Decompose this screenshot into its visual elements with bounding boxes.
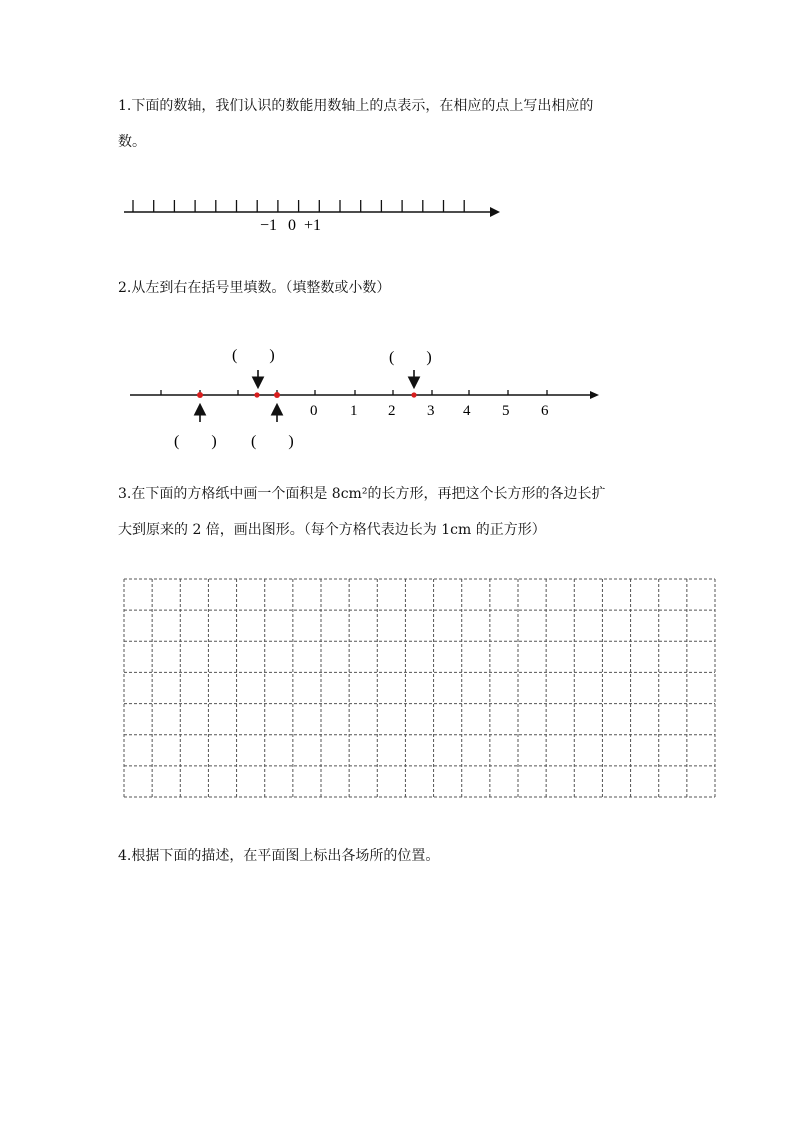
q1-ticks [133,200,464,212]
q2-answer-bracket-b[interactable]: ( ) [232,347,275,364]
q2-point-c [274,392,280,398]
q2-tick-label-3: 3 [427,403,435,419]
q1-label-minus-one: −1 [260,217,278,234]
q1-label-zero: 0 [288,217,296,234]
q1-label-plus-one: +1 [304,217,322,234]
q1-text-line1: 1.下面的数轴，我们认识的数能用数轴上的点表示，在相应的点上写出相应的 [118,98,594,114]
q2-tick-label-0: 0 [310,403,318,419]
q2-point-d [411,392,416,397]
q2-point-a [197,392,203,398]
q3-text-line2: 大到原来的 2 倍，画出图形。（每个方格代表边长为 1cm 的正方形） [118,522,546,538]
q1-text-line2: 数。 [118,134,146,150]
q1-number-line [124,200,500,234]
q2-tick-label-5: 5 [502,403,510,419]
q2-number-line [130,347,599,450]
q2-ticks [161,390,547,395]
q1-axis-arrow [490,207,500,217]
q2-tick-label-4: 4 [463,403,471,419]
q2-answer-bracket-c[interactable]: ( ) [251,433,294,450]
q2-answer-bracket-d[interactable]: ( ) [389,349,432,366]
q2-point-b [254,392,259,397]
q2-tick-label-6: 6 [541,403,549,419]
q3-grid-paper[interactable] [124,579,715,797]
q2-text: 2.从左到右在括号里填数。（填整数或小数） [118,280,391,296]
q3-text-line1: 3.在下面的方格纸中画一个面积是 8cm²的长方形，再把这个长方形的各边长扩 [118,486,606,502]
q2-answer-bracket-a[interactable]: ( ) [174,433,217,450]
q2-axis-arrow [590,391,599,399]
q4-text: 4.根据下面的描述，在平面图上标出各场所的位置。 [118,848,440,864]
q2-tick-label-2: 2 [388,403,396,419]
q2-tick-label-1: 1 [350,403,358,419]
q2-tick-labels [310,403,549,419]
